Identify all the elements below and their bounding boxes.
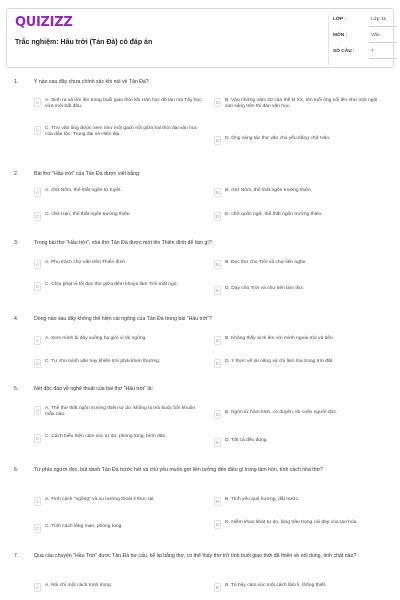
option-letter-box[interactable]: A [34, 188, 41, 197]
option-letter-box[interactable]: A [34, 336, 41, 345]
option-letter-box[interactable]: C [35, 128, 40, 133]
option-letter-box[interactable]: A [34, 406, 41, 415]
page-title: Trắc nghiệm: Hầu trời (Tản Đà) có đáp án [15, 39, 153, 46]
option-text: B. Tình yêu quê hương, đất nước. [225, 497, 300, 502]
option-text: D. Dạy cho Trời và chư tiên làm thơ. [225, 286, 304, 291]
option-text: A. Nói chí một cách trịnh trọng. [45, 583, 113, 588]
option-letter-box[interactable]: D [215, 522, 220, 527]
meta-subject-label: MÔN : [333, 33, 348, 38]
option-text: D. chữ quốc ngữ, thể thất ngôn trường thiên. [225, 212, 323, 217]
meta-subject [333, 30, 397, 44]
option-letter-box[interactable]: C [35, 526, 40, 531]
option-text: B. Ngôn từ hóm hỉnh, có duyên, lôi cuốn người đọc. [225, 410, 338, 415]
question-number: 5. [14, 386, 19, 392]
question-text: Dòng nào sau đây không thể hiện cái ngông của Tản Đà trong bài "Hầu trời"? [34, 316, 213, 322]
meta-subject-value: Văn [371, 33, 380, 38]
option-text: C. Chịu phạt vì tội đọc thơ giữa đêm khuya làm Trời mất ngủ. [45, 282, 178, 287]
option-text: C. Thơ văn ông được xem như một gạch nối giữa hai thời đại văn học của dân tộc: Trung đại và Hiện đại. [45, 126, 198, 138]
option-text: C. Tự cho mình văn hay khiến trời phải khen thưởng. [45, 359, 161, 364]
option-letter-box[interactable]: C [35, 284, 40, 289]
option-text: A. chữ Nôm, thể thất ngôn tứ tuyệt. [45, 188, 122, 193]
option-text: A. Phụ trách chợ văn trên Thiên đình. [45, 260, 127, 265]
option-text: B. Vào những năm 20 của thế kỉ XX, tên tuổi ông nổi lên như một ngôi sao sáng trên thi đàn văn học. [225, 98, 378, 110]
question-text: Nét độc đáo về nghệ thuật của bài thơ "Hầu trời" là: [34, 386, 153, 392]
meta-count [333, 46, 397, 60]
option-letter-box[interactable]: B [214, 188, 221, 197]
option-letter-box[interactable]: C [35, 214, 40, 219]
option-text: B. Tỏ bày cảm xúc một cách lâm li, thống thiết. [225, 583, 327, 588]
question-text: Ý nào sau đây chưa chính xác khi nói về Tản Đà? [34, 79, 149, 85]
option-text: C. chữ Hán, thể thất ngôn trường thiên. [45, 212, 131, 217]
option-text: B. Đọc thơ cho Trời và chư tiên nghe. [225, 260, 307, 265]
question-number: 3. [14, 240, 19, 246]
header-divider [328, 15, 329, 65]
option-text: B. Không thấy ai tri âm với mình ngoài trời và tiên. [225, 336, 334, 341]
option-text: C. Tính cách lãng mạn, phóng túng. [45, 524, 123, 529]
option-text: A. Sinh ra và lớn lên trong buổi giao thời khi Hán học đã tàn mà Tây học vừa mới bắt đầu. [45, 98, 202, 110]
meta-subject-underline [369, 42, 397, 43]
option-letter-box[interactable]: D [215, 288, 220, 293]
meta-class-label: LỚP : [333, 17, 347, 22]
option-letter-box[interactable]: D [215, 361, 220, 366]
meta-class-value: Lớp 11 [371, 17, 386, 22]
option-letter-box[interactable]: C [35, 361, 40, 366]
option-letter-box[interactable]: B [214, 336, 221, 345]
option-letter-box[interactable]: A [34, 583, 41, 592]
meta-count-label: SỐ CÂU : [333, 49, 355, 54]
option-text: A. Tính cách "ngông" và xu hướng thoát li thực tại. [45, 497, 155, 502]
option-letter-box[interactable]: A [34, 98, 41, 107]
question-number: 6. [14, 467, 19, 473]
question-number: 4. [14, 316, 19, 322]
option-text: C. Cách biểu hiện cảm xúc tự do, phóng túng, bình dân. [45, 434, 167, 439]
quizizz-logo[interactable]: QUIZIZZ [15, 15, 73, 30]
question-number: 7. [14, 553, 19, 559]
option-letter-box[interactable]: A [34, 260, 41, 269]
question-text: Trong bài thơ "Hầu trời", nhà thơ Tản Đà được mời lên Thiên đình để làm gì? [34, 240, 212, 246]
question-text: Bài thơ "Hầu trời" của Tản Đà được viết bằng: [34, 171, 141, 177]
option-text: D. Tất cả đều đúng. [225, 438, 268, 443]
worksheet-header [6, 8, 394, 68]
option-letter-box[interactable]: D [215, 138, 220, 143]
option-letter-box[interactable]: B [214, 410, 221, 419]
option-text: D. Niềm khao khát tự do, lòng trân trọng cái đẹp của tạo hóa. [225, 520, 358, 525]
option-letter-box[interactable]: C [35, 436, 40, 441]
option-letter-box[interactable]: B [214, 497, 221, 506]
question-text: Qua câu chuyện "Hầu Trời" được Tản Đà hư cấu, kể lại bằng thơ, có thể thấy thơ trữ tình buổi giao thời đã thiên về nội dung, tính chất nào? [34, 553, 357, 559]
option-letter-box[interactable]: A [34, 497, 41, 506]
option-letter-box[interactable]: B [214, 260, 221, 269]
option-text: D. Ông sáng tác thơ văn chủ yếu bằng chữ Hán. [225, 136, 331, 141]
question-text: Từ phía người đọc, bút danh Tản Đà trước hết và chủ yếu muốn gợi liên tưởng đến điều gì trong tâm hồn, tính cách nhà thơ? [34, 467, 323, 473]
option-letter-box[interactable]: D [215, 440, 220, 445]
meta-class-underline [369, 26, 397, 27]
question-number: 1. [14, 79, 19, 85]
option-letter-box[interactable]: B [214, 98, 221, 107]
meta-count-underline [369, 58, 397, 59]
question-number: 2. [14, 171, 19, 177]
option-text: A. Thể thơ thất ngôn trường thiên tự do, không bị trói buộc bởi khuôn mẫu nào. [45, 406, 196, 418]
option-text: D. Ý thức về tài năng và chí làm trai trong trời đất. [225, 359, 334, 364]
option-letter-box[interactable]: B [214, 583, 221, 592]
option-text: A. Xem mình bị đày xuống hạ giới vì tội ngông. [45, 336, 147, 341]
option-letter-box[interactable]: D [215, 214, 220, 219]
meta-class [333, 14, 397, 28]
meta-count-value: 7 [371, 49, 374, 54]
option-text: B. chữ Nôm, thể thất ngôn trường thiên. [225, 188, 312, 193]
